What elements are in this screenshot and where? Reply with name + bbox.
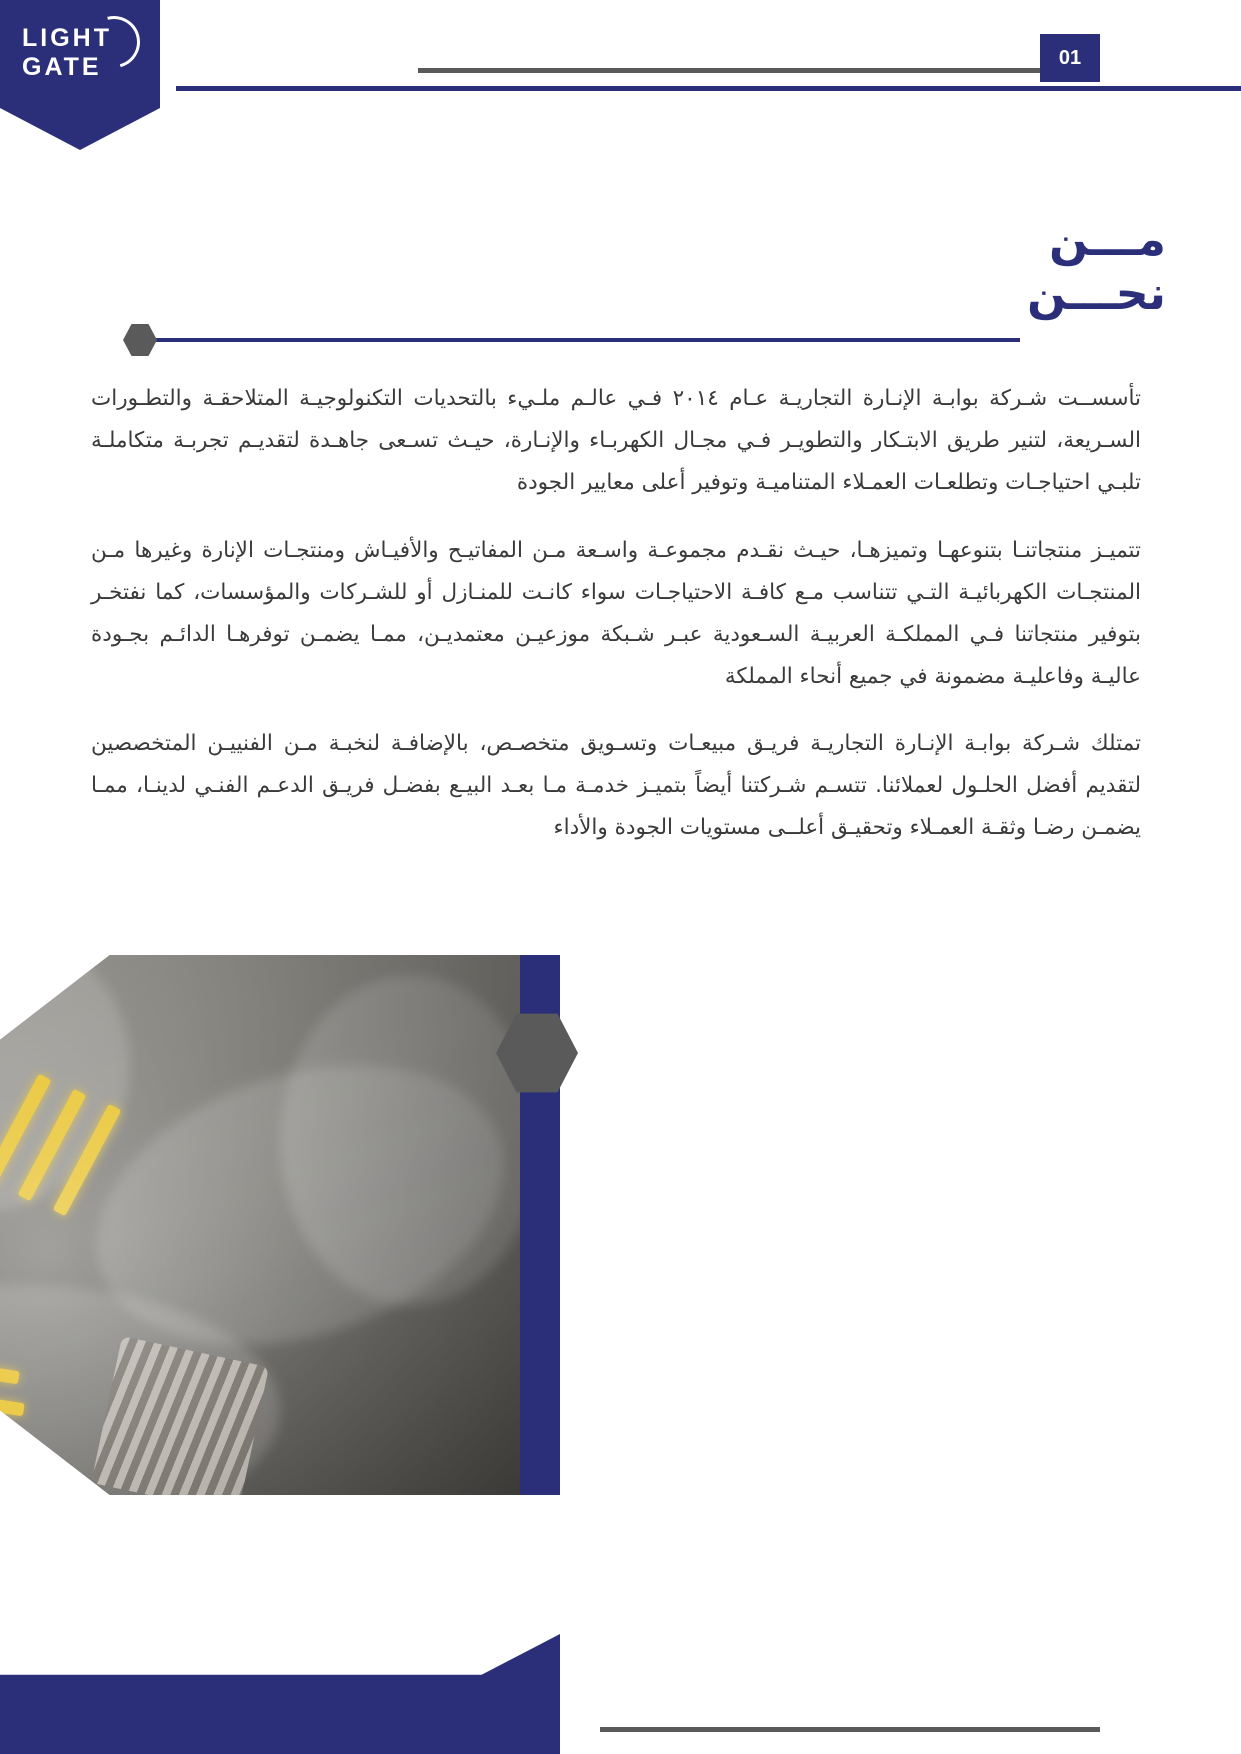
paragraph-3: تمتلك شـركة بوابـة الإنـارة التجاريـة فريـق مبيعـات وتسـويق متخصـص، بالإضافـة لنخبـة مـن الفنييـن المتخصصين لتقديم أفضل الحلـول لعملائنا. تتسـم شـركتنا أيضاً بتميـز خدمـة مـا بعـد البيـع بفضـل فريـق الدعـم الفنـي لدينـا، ممـا يضمـن رضـا وثقـة العمـلاء وتحقيـق أعلــى مستويات الجودة والأداء xyxy=(91,731,1141,841)
paragraph-2: تتميـز منتجاتنـا بتنوعهـا وتميزهـا، حيـث نقـدم مجموعـة واسـعة مـن المفاتيـح والأفيـاش ومنتجـات الإنارة وغيرها مـن المنتجـات الكهربائيـة التـي تتناسب مـع كافـة الاحتياجـات سواء كانـت للمنـازل أو للشـركات والمؤسسات، كما نفتخـر بتوفير منتجاتنا فـي المملكـة العربيـة السـعودية عبـر شـبكة موزعيـن معتمديـن، ممـا يضمـن توفرهـا الدائـم بجـودة عاليـة وفاعليـة مضمونة في جميع أنحاء المملكة xyxy=(91,537,1141,689)
photo-overlay xyxy=(0,955,520,1495)
header-rule-grey xyxy=(418,68,1053,73)
page-title xyxy=(736,212,1166,321)
footer-rule xyxy=(600,1727,1100,1732)
page-title-line-2: نحـــن xyxy=(1027,266,1166,321)
logo-line-2: GATE xyxy=(22,52,102,81)
paragraph-1: تأسســت شـركة بوابـة الإنـارة التجاريـة عـام ٢٠١٤ فـي عالـم ملـيء بالتحديات التكنولوجيـة المتلاحقـة والتطـورات السـريعة، لتنير طريق الابتـكار والتطويـر فـي مجـال الكهربـاء والإنـارة، حيـث تسـعى جاهـدة لتقديـم تجربـة متكاملـة تلبـي احتياجـات وتطلعـات العمـلاء المتناميـة وتوفير أعلى معايير الجودة xyxy=(91,386,1141,495)
bulb-photo xyxy=(0,955,520,1495)
header-rule-blue xyxy=(176,86,1241,91)
title-divider xyxy=(140,338,1020,342)
hexagon-icon xyxy=(123,323,157,357)
page-number: 01 xyxy=(1040,34,1100,82)
filament xyxy=(0,1436,18,1479)
body-content xyxy=(91,378,1141,875)
page-title-line-1: مـــن xyxy=(1048,212,1166,266)
page-header xyxy=(0,0,1241,150)
footer-shape xyxy=(0,1634,560,1754)
logo-line-1: LIGHT xyxy=(22,24,112,52)
